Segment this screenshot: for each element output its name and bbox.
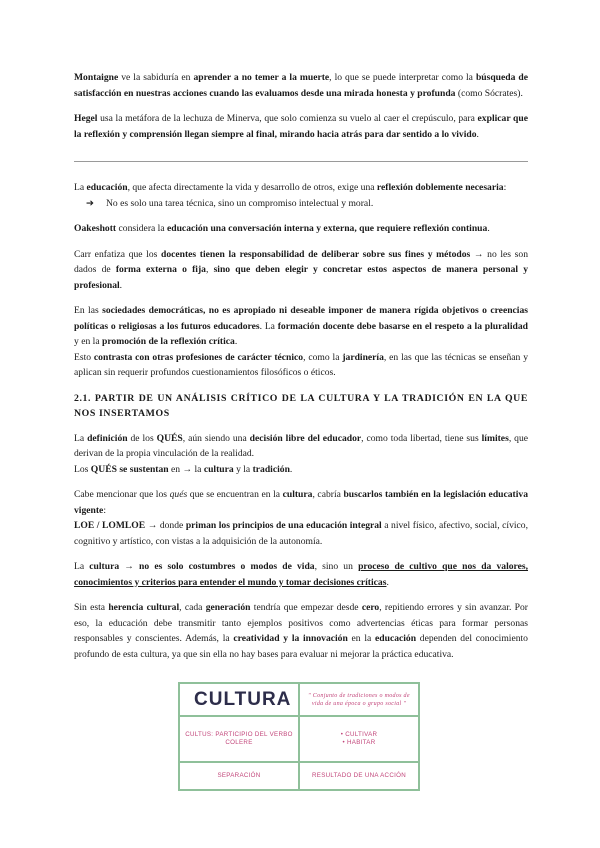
bold-text: educación: [86, 182, 128, 193]
bold-text: creatividad y la innovación: [233, 633, 348, 644]
bold-text: sociedades democráticas, no es apropiado ni deseable imponer de manera rígida objetivos o creencias políticas o religiosas a los futuros educadores: [74, 305, 528, 332]
table-cell-resultado: RESULTADO DE UNA ACCIÓN: [299, 762, 419, 790]
text: (como Sócrates).: [455, 87, 523, 99]
table-cell-etymology: CULTUS: PARTICIPIO DEL VERBO COLERE: [179, 716, 299, 762]
term-oakeshott: Oakeshott: [74, 223, 117, 234]
text: de los: [127, 432, 157, 444]
bold-text: definición: [87, 432, 128, 444]
list-item-text: No es solo una tarea técnica, sino un compromiso intelectual y moral.: [106, 197, 374, 209]
text: :: [503, 182, 507, 193]
paragraph-legislacion: [74, 487, 528, 518]
term-montaigne: Montaigne: [74, 72, 119, 83]
text: , que derivan de la propia vinculación de la realidad.: [74, 432, 528, 459]
text: , repitiendo errores y sin avanzar. Por eso, la educación debe transmitir tanto ejemplos positivos como advertencias éticas para formar personas responsables y conscientes. Además, la: [74, 602, 528, 644]
text: →: [119, 561, 140, 572]
bold-text: educación: [375, 633, 417, 644]
table-definition: " Conjunto de tradiciones o modos de vida de una época o grupo social ": [299, 683, 419, 716]
text: .: [234, 336, 238, 347]
text: , aún siendo una: [182, 432, 250, 444]
bold-text: educación una conversación interna y externa, que requiere reflexión continua: [167, 223, 488, 234]
bold-text: jardinería: [342, 351, 384, 363]
bold-text: docentes tienen la responsabilidad de deliberar sobre sus fines y métodos: [161, 248, 471, 260]
paragraph-hegel: [74, 111, 528, 142]
text: , como la: [303, 351, 343, 363]
bold-text: promoción de la reflexión crítica: [101, 336, 235, 347]
bold-text: límites: [481, 432, 509, 444]
paragraph-montaigne: [74, 70, 528, 101]
text: Sin esta: [74, 602, 109, 613]
paragraph-herencia: [74, 600, 528, 662]
text: .: [476, 128, 479, 140]
text: .: [487, 223, 490, 234]
text: , sino un: [314, 561, 359, 572]
text: y en la: [74, 336, 102, 347]
text: ,: [205, 264, 214, 275]
text: tendría que empezar desde: [250, 602, 362, 613]
text: .: [386, 576, 389, 588]
bold-text: cero: [361, 602, 380, 613]
bold-text: priman los principios de una educación integral: [185, 520, 382, 531]
text: Esto: [74, 351, 94, 363]
text: La: [74, 182, 87, 193]
bold-text: decisión libre del educador: [249, 432, 362, 444]
text: a nivel físico, afectivo, social, cívico, cognitivo y artístico, con vistas a la adquisición de la autonomía.: [74, 520, 528, 547]
bold-text: cultura: [203, 463, 234, 475]
text: usa la metáfora de la lechuza de Minerva, que solo comienza su vuelo al caer el crepúsculo, para: [97, 113, 478, 124]
text: considera la: [116, 223, 167, 234]
text: , en las que las técnicas se enseñan y aplican sin requerir profundos cuestionamientos filosóficos o éticos.: [74, 351, 528, 378]
text: → donde: [145, 520, 186, 531]
text: → no les son dados de: [74, 248, 528, 275]
text: y la: [233, 463, 253, 475]
bold-text: formación docente debe basarse en el respeto a la pluralidad: [277, 320, 528, 332]
bold-text: sino que deben elegir y concretar estos aspectos de manera personal y profesional: [74, 264, 529, 291]
bold-text: cultura: [282, 489, 313, 500]
bold-text: QUÉS: [156, 432, 183, 444]
bold-text: generación: [205, 602, 251, 613]
horizontal-divider: [74, 161, 528, 162]
text: :: [103, 504, 106, 516]
text: , lo que se puede interpretar como la: [329, 72, 476, 83]
table-title: CULTURA: [194, 688, 292, 710]
text: , como toda libertad, tiene sus: [361, 432, 482, 444]
text: La: [74, 561, 90, 572]
table-cell-verbs: • CULTIVAR • HABITAR: [299, 716, 419, 762]
paragraph-educacion: [74, 180, 528, 196]
underlined-text: proceso de cultivo que nos da valores, conocimientos y criterios para entender el mundo y tomar decisiones críticas: [74, 561, 529, 588]
bold-text: forma externa o fija: [115, 264, 206, 275]
text: , cabría: [312, 489, 344, 500]
italic-text: qués: [169, 489, 188, 500]
paragraph-democracia: [74, 303, 528, 350]
text: dependen del conocimiento profundo de esta cultura, ya que sin ella no hay bases para evaluar ni mejorar la práctica educativa.: [74, 633, 528, 660]
text: en la: [347, 633, 376, 644]
paragraph-definicion: [74, 431, 528, 462]
paragraph-lomloe: [74, 518, 528, 549]
text: La: [74, 432, 88, 444]
table-cell-separacion: SEPARACIÓN: [179, 762, 299, 790]
text: que se encuentran en la: [187, 489, 283, 500]
text: En las: [74, 305, 103, 316]
bold-text: explicar que la reflexión y comprensión llegan siempre al final, mirando hacia atrás para dar sentido a lo vivido: [74, 113, 528, 140]
bold-text: buscarlos también en la legislación educativa vigente: [74, 489, 528, 516]
text: , que afecta directamente la vida y desarrollo de otros, exige una: [127, 182, 377, 193]
text: Cabe mencionar que los: [74, 489, 170, 500]
bold-text: cultura: [89, 561, 120, 572]
paragraph-contraste: [74, 350, 528, 381]
section-heading: 2.1. PARTIR DE UN ANÁLISIS CRÍTICO DE LA CULTURA Y LA TRADICIÓN EN LA QUE NOS INSERTAMOS: [74, 392, 528, 419]
bold-text: QUÉS se sustentan: [90, 463, 169, 475]
bold-text: aprender a no temer a la muerte: [193, 72, 330, 83]
paragraph-cultura: [74, 559, 528, 590]
bold-text: búsqueda de satisfacción en nuestras acciones cuando las evaluamos desde una mirada honesta y profunda: [74, 72, 528, 99]
bold-text: no es solo costumbres o modos de vida: [139, 561, 315, 572]
text: .: [289, 463, 293, 475]
paragraph-carr: [74, 247, 528, 294]
text: , cada: [179, 602, 206, 613]
arrow-right-icon: ➔: [86, 197, 95, 209]
arrow-list-item: [74, 196, 528, 212]
bold-text: reflexión doblemente necesaria: [376, 182, 504, 193]
text: .: [119, 279, 123, 291]
bold-text: herencia cultural: [108, 602, 180, 613]
bold-text: tradición: [252, 463, 290, 475]
document-page: [74, 70, 528, 662]
term-hegel: Hegel: [74, 113, 98, 124]
text: ve la sabiduría en: [118, 72, 194, 83]
paragraph-sustentan: [74, 462, 528, 478]
table-title-cell: [179, 683, 299, 716]
cultura-table: [178, 682, 420, 791]
bold-text: LOE / LOMLOE: [74, 520, 146, 531]
paragraph-oakeshott: [74, 221, 528, 237]
text: Los: [74, 463, 91, 475]
text: en → la: [168, 463, 204, 475]
text: . La: [259, 320, 278, 332]
bold-text: contrasta con otras profesiones de carácter técnico: [93, 351, 304, 363]
text: Carr enfatiza que los: [74, 248, 161, 260]
